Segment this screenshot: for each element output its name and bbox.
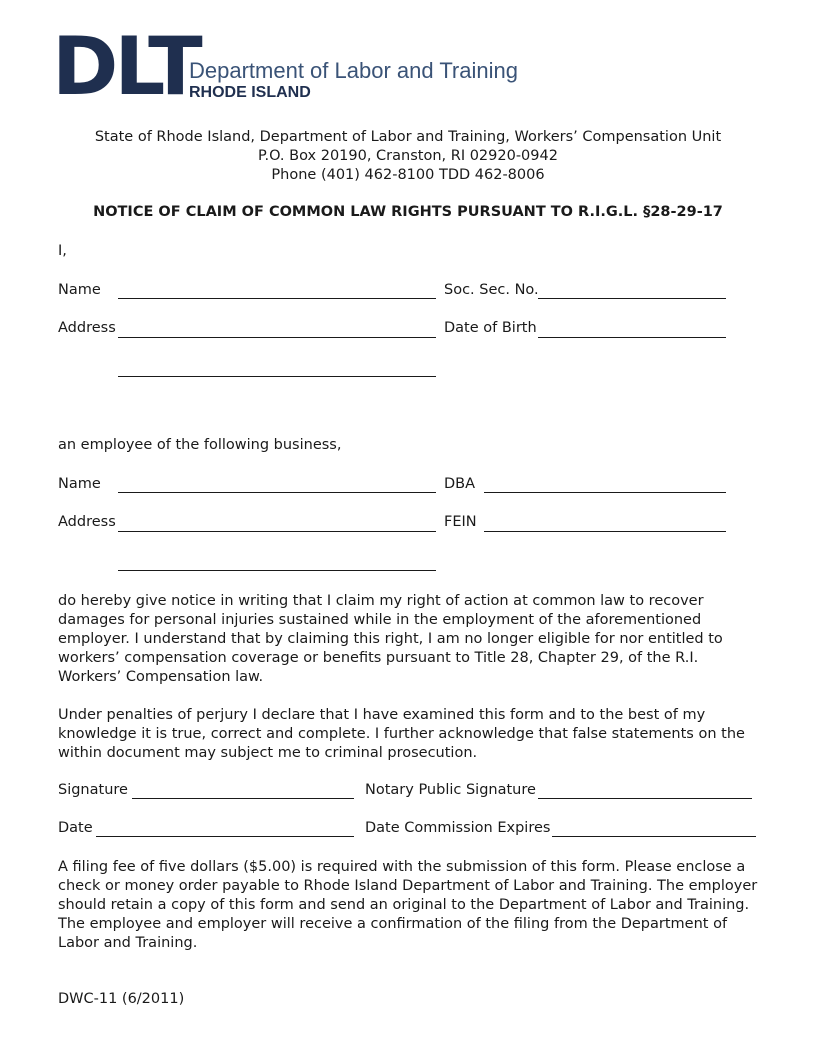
employee-name-label: Name (58, 282, 101, 298)
commission-expires-label: Date Commission Expires (365, 820, 551, 836)
employee-address-field[interactable] (118, 337, 436, 338)
claim-paragraph: do hereby give notice in writing that I claim my right of action at common law to recover damages for personal injuries sustained while in the employment of the aforementioned employer. I understand that by claiming this right, I am no longer eligible for nor entitled to workers’ compensation coverage or benefits pursuant to Title 28, Chapter 29, of the R.I. Workers’ Compensation law. (58, 593, 723, 685)
notary-signature-field[interactable] (538, 798, 752, 799)
filing-fee-paragraph: A filing fee of five dollars ($5.00) is required with the submission of this form. Please enclose a check or money order payable to Rhode Island Department of Labor and Training. The employer should retain a copy of this form and send an original to the Department of Labor and Training. The employee and employer will receive a confirmation of the filing from the Department of Labor and Training. (58, 859, 758, 951)
date-field[interactable] (96, 836, 354, 837)
dob-label: Date of Birth (444, 320, 537, 336)
fein-label: FEIN (444, 514, 477, 530)
header-line-3: Phone (401) 462-8100 TDD 462-8006 (271, 167, 545, 183)
ssn-label: Soc. Sec. No. (444, 282, 539, 298)
ssn-field[interactable] (538, 298, 726, 299)
logo-state: RHODE ISLAND (189, 84, 311, 101)
employer-name-label: Name (58, 476, 101, 492)
dba-label: DBA (444, 476, 476, 492)
notary-signature-label: Notary Public Signature (365, 782, 536, 798)
employee-address-label: Address (58, 320, 116, 336)
header-line-2: P.O. Box 20190, Cranston, RI 02920-0942 (258, 148, 558, 164)
signature-label: Signature (58, 782, 128, 798)
fein-field[interactable] (484, 531, 726, 532)
signature-field[interactable] (132, 798, 354, 799)
form-title: NOTICE OF CLAIM OF COMMON LAW RIGHTS PURSUANT TO R.I.G.L. §28-29-17 (93, 204, 723, 220)
perjury-paragraph: Under penalties of perjury I declare that I have examined this form and to the best of my knowledge it is true, correct and complete. I further acknowledge that false statements on the within document may subject me to criminal prosecution. (58, 707, 745, 761)
intro-text: I, (58, 243, 67, 259)
employee-address-field-2[interactable] (118, 376, 436, 377)
dba-field[interactable] (484, 492, 726, 493)
employer-name-field[interactable] (118, 492, 436, 493)
employer-address-field[interactable] (118, 531, 436, 532)
date-label: Date (58, 820, 93, 836)
header-line-1: State of Rhode Island, Department of Labor and Training, Workers’ Compensation Unit (94, 129, 722, 145)
dob-field[interactable] (538, 337, 726, 338)
form-number: DWC-11 (6/2011) (58, 991, 185, 1007)
employer-address-field-2[interactable] (118, 570, 436, 571)
logo-department: Department of Labor and Training (189, 58, 518, 83)
commission-expires-field[interactable] (552, 836, 756, 837)
logo-mark: DLT (52, 20, 199, 113)
employer-address-label: Address (58, 514, 116, 530)
dlt-logo (52, 20, 522, 113)
employee-name-field[interactable] (118, 298, 436, 299)
employer-intro-text: an employee of the following business, (58, 437, 342, 453)
